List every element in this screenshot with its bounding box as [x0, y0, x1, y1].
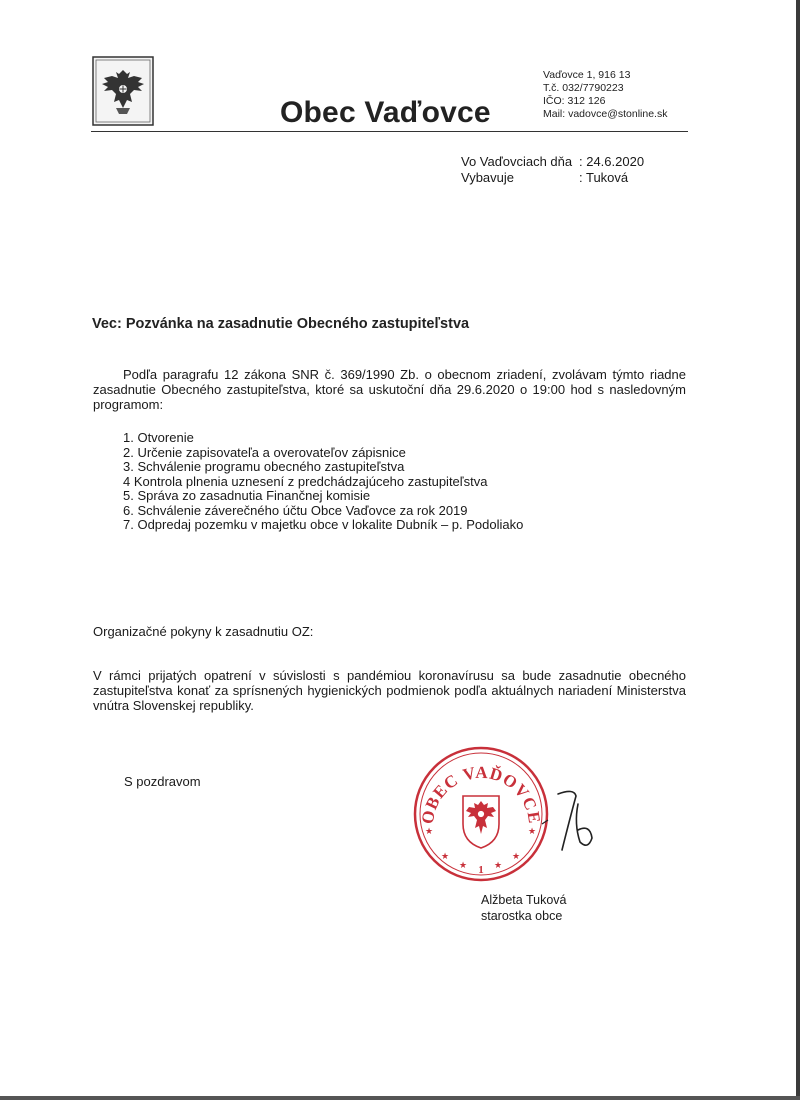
- program-item: 7. Odpredaj pozemku v majetku obce v lokalite Dubník – p. Podoliako: [123, 517, 524, 532]
- place-date-value: : 24.6.2020: [579, 154, 645, 169]
- contact-email: Mail: vadovce@stonline.sk: [543, 108, 668, 120]
- svg-text:★: ★: [528, 827, 537, 837]
- organizational-paragraph: V rámci prijatých opatrení v súvislosti s pandémiou koronavírusu sa bude zasadnutie obecného zastupiteľstva konať za sprísnených hygienických podmienok podľa aktuálnych nariadení Ministerstva vnútra Slovenskej republiky.: [93, 668, 686, 713]
- stamp-number: 1: [478, 864, 484, 876]
- official-stamp: [411, 744, 551, 884]
- svg-text:★: ★: [441, 852, 450, 862]
- signer-title: starostka obce: [481, 908, 563, 923]
- greeting: S pozdravom: [124, 774, 201, 789]
- svg-text:★: ★: [425, 827, 434, 837]
- coat-of-arms-logo: [92, 56, 154, 126]
- program-list: [123, 431, 523, 533]
- handled-by-label: Vybavuje: [461, 170, 514, 185]
- svg-text:★: ★: [494, 861, 503, 871]
- stamp-text: OBEC VAĎOVCE: [417, 762, 545, 826]
- program-item: 2. Určenie zapisovateľa a overovateľov zápisnice: [123, 444, 406, 460]
- signer-name: Alžbeta Tuková: [481, 893, 567, 907]
- place-date-label: Vo Vaďovciach dňa: [461, 154, 573, 169]
- program-item: 4 Kontrola plnenia uznesení z predchádzajúceho zastupiteľstva: [123, 473, 488, 489]
- handled-by-value: : Tuková: [579, 170, 629, 185]
- signer-block: [481, 893, 566, 924]
- contact-address: Vaďovce 1, 916 13: [543, 69, 631, 81]
- contact-phone: T.č. 032/7790223: [543, 82, 624, 94]
- program-item: 6. Schválenie záverečného účtu Obce Vaďovce za rok 2019: [123, 502, 468, 518]
- header-divider: [91, 131, 688, 132]
- svg-text:★: ★: [459, 861, 468, 871]
- intro-paragraph: Podľa paragrafu 12 zákona SNR č. 369/1990 Zb. o obecnom zriadení, zvolávam týmto riadne zasadnutie Obecného zastupiteľstva, ktoré sa uskutoční dňa 29.6.2020 o 19:00 hod s nasledovným programom:: [93, 367, 686, 412]
- subject-line: Vec: Pozvánka na zasadnutie Obecného zastupiteľstva: [92, 316, 470, 332]
- contact-ico: IČO: 312 126: [543, 95, 606, 107]
- organizational-heading: Organizačné pokyny k zasadnutiu OZ:: [93, 624, 314, 639]
- handwritten-signature: [540, 784, 610, 854]
- svg-text:★: ★: [512, 852, 521, 862]
- program-item: 3. Schválenie programu obecného zastupiteľstva: [123, 459, 405, 474]
- program-item: 5. Správa zo zasadnutia Finančnej komisie: [123, 488, 371, 503]
- organization-name: Obec Vaďovce: [280, 96, 491, 129]
- program-item: 1. Otvorenie: [123, 430, 194, 445]
- contact-block: [543, 69, 667, 121]
